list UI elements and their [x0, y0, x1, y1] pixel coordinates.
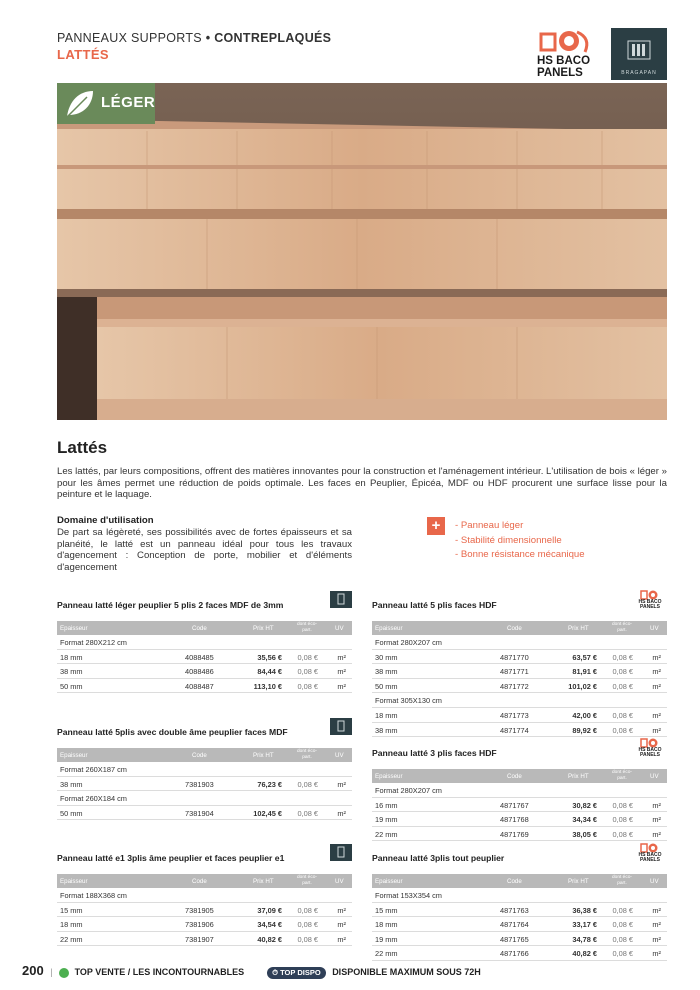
hs-baco-small-icon	[633, 842, 667, 864]
breadcrumb-category: PANNEAUX SUPPORTS	[57, 31, 202, 45]
lattes-board-illustration	[57, 83, 667, 420]
leaf-icon	[63, 87, 97, 121]
col-uv: UV	[650, 625, 659, 632]
col-prix: Prix HT	[568, 878, 589, 885]
lattes-photo	[57, 83, 667, 420]
cell-ecopart: 0,08 €	[612, 815, 633, 825]
table-row	[57, 679, 352, 694]
table-row	[372, 723, 667, 738]
cell-prix: 102,45 €	[253, 808, 282, 818]
table-title: Panneau latté léger peuplier 5 plis 2 faces MDF de 3mm	[57, 600, 284, 610]
format-row	[57, 635, 352, 650]
section-title: Lattés	[57, 438, 108, 457]
cell-uv: m²	[337, 905, 346, 915]
cell-epaisseur: 22 mm	[375, 949, 398, 959]
col-epaisseur: Epaisseur	[60, 625, 88, 632]
cell-uv: m²	[652, 829, 661, 839]
cell-prix: 33,17 €	[572, 920, 597, 930]
format-row	[372, 635, 667, 650]
col-ecopart: dont éco-part.	[296, 875, 317, 886]
cell-uv: m²	[652, 934, 661, 944]
page-title: LATTÉS	[57, 47, 109, 62]
light-badge-label: LÉGER	[101, 94, 156, 111]
table-row	[372, 932, 667, 947]
table-row	[372, 650, 667, 665]
col-uv: UV	[335, 752, 344, 759]
hs-baco-small-icon	[633, 589, 667, 611]
cell-code: 4871766	[500, 949, 529, 959]
col-uv: UV	[650, 878, 659, 885]
table-header	[372, 874, 667, 888]
cell-ecopart: 0,08 €	[612, 949, 633, 959]
cell-prix: 63,57 €	[572, 652, 597, 662]
bragapan-logo	[611, 28, 667, 80]
hs-logo-line2: PANELS	[537, 67, 583, 79]
cell-epaisseur: 18 mm	[60, 652, 83, 662]
cell-prix: 89,92 €	[572, 725, 597, 735]
format-row	[372, 783, 667, 798]
cell-uv: m²	[652, 905, 661, 915]
format-row	[372, 888, 667, 903]
table-latte-leger-mdf	[57, 597, 352, 693]
table-title: Panneau latté 3plis tout peuplier	[372, 853, 505, 863]
format-label: Format 188X368 cm	[60, 891, 127, 900]
table-row	[57, 917, 352, 932]
format-row	[57, 888, 352, 903]
cell-code: 4871768	[500, 815, 529, 825]
table-row	[57, 903, 352, 918]
col-epaisseur: Epaisseur	[60, 878, 88, 885]
cell-ecopart: 0,08 €	[297, 808, 318, 818]
cell-uv: m²	[337, 934, 346, 944]
cell-code: 4871772	[500, 681, 529, 691]
cell-epaisseur: 22 mm	[375, 829, 398, 839]
col-code: Code	[192, 752, 207, 759]
table-latte-e1-peuplier	[57, 850, 352, 946]
cell-code: 7381905	[185, 905, 214, 915]
format-label: Format 260X187 cm	[60, 765, 127, 774]
cell-ecopart: 0,08 €	[297, 905, 318, 915]
domain-text: De part sa légèreté, ses possibilités avec de fortes épaisseurs et sa planéité, le latté est un panneau idéal pour tous les travaux d'agencement : Conception de porte, mobilier et d'éléments d'agencement	[57, 527, 352, 573]
table-row	[372, 664, 667, 679]
footer	[22, 963, 481, 979]
hs-small-line2: PANELS	[640, 857, 660, 863]
light-badge	[57, 83, 155, 124]
col-ecopart: dont éco-part.	[611, 770, 632, 781]
cell-code: 7381904	[185, 808, 214, 818]
table-title: Panneau latté 3 plis faces HDF	[372, 748, 497, 758]
cell-code: 7381906	[185, 920, 214, 930]
cell-prix: 40,82 €	[257, 934, 282, 944]
table-latte-3plis-hdf	[372, 745, 667, 841]
col-code: Code	[192, 878, 207, 885]
cell-code: 4871773	[500, 710, 529, 720]
feature-item: - Stabilité dimensionnelle	[455, 534, 585, 549]
col-ecopart: dont éco-part.	[296, 622, 317, 633]
table-latte-tout-peuplier	[372, 850, 667, 961]
cell-uv: m²	[337, 920, 346, 930]
cell-epaisseur: 15 mm	[375, 905, 398, 915]
format-row	[372, 693, 667, 708]
cell-ecopart: 0,08 €	[612, 652, 633, 662]
format-label: Format 280X212 cm	[60, 638, 127, 647]
cell-epaisseur: 38 mm	[60, 667, 83, 677]
cell-ecopart: 0,08 €	[612, 920, 633, 930]
cell-epaisseur: 18 mm	[60, 920, 83, 930]
bragapan-small-icon	[330, 844, 352, 861]
price-table	[57, 748, 352, 820]
price-table	[372, 621, 667, 737]
col-ecopart: dont éco-part.	[296, 749, 317, 760]
cell-uv: m²	[652, 667, 661, 677]
hs-small-line1: HS BACO	[638, 599, 662, 605]
price-table	[372, 769, 667, 841]
cell-prix: 37,09 €	[257, 905, 282, 915]
breadcrumb-subcategory: CONTREPLAQUÉS	[214, 31, 332, 45]
col-uv: UV	[335, 878, 344, 885]
col-prix: Prix HT	[253, 752, 274, 759]
table-row	[57, 664, 352, 679]
cell-uv: m²	[337, 667, 346, 677]
cell-code: 4088485	[185, 652, 214, 662]
bragapan-mark-icon	[627, 40, 651, 60]
hs-baco-mark-icon	[539, 28, 593, 54]
hs-baco-logo	[535, 28, 597, 82]
cell-prix: 81,91 €	[572, 667, 597, 677]
hs-baco-small-icon	[633, 737, 667, 759]
table-row	[372, 946, 667, 961]
cell-epaisseur: 50 mm	[60, 808, 83, 818]
format-row	[57, 791, 352, 806]
features-list	[455, 519, 585, 563]
top-vente-label: TOP VENTE / LES INCONTOURNABLES	[74, 967, 245, 977]
cell-prix: 42,00 €	[572, 710, 597, 720]
cell-epaisseur: 38 mm	[375, 667, 398, 677]
table-row	[372, 812, 667, 827]
hs-small-line1: HS BACO	[638, 852, 662, 858]
format-label: Format 280X207 cm	[375, 638, 442, 647]
cell-code: 7381907	[185, 934, 214, 944]
table-row	[372, 917, 667, 932]
cell-prix: 30,82 €	[572, 800, 597, 810]
cell-epaisseur: 38 mm	[60, 779, 83, 789]
cell-ecopart: 0,08 €	[612, 829, 633, 839]
cell-prix: 113,10 €	[253, 681, 282, 691]
col-prix: Prix HT	[253, 878, 274, 885]
bragapan-text: BRAGAPAN	[621, 70, 657, 76]
format-label: Format 153X354 cm	[375, 891, 442, 900]
cell-ecopart: 0,08 €	[297, 652, 318, 662]
table-row	[372, 679, 667, 694]
cell-code: 4871763	[500, 905, 529, 915]
hs-small-line1: HS BACO	[638, 747, 662, 753]
cell-ecopart: 0,08 €	[612, 710, 633, 720]
cell-ecopart: 0,08 €	[612, 934, 633, 944]
dispo-label: DISPONIBLE MAXIMUM SOUS 72H	[332, 967, 481, 977]
breadcrumb-separator: •	[205, 31, 211, 45]
cell-epaisseur: 18 mm	[375, 920, 398, 930]
col-ecopart: dont éco-part.	[611, 622, 632, 633]
cell-prix: 35,56 €	[257, 652, 282, 662]
col-epaisseur: Epaisseur	[375, 878, 403, 885]
cell-code: 4871765	[500, 934, 529, 944]
table-latte-double-ame	[57, 724, 352, 820]
cell-code: 4871774	[500, 725, 529, 735]
cell-code: 4871770	[500, 652, 529, 662]
format-label: Format 260X184 cm	[60, 794, 127, 804]
cell-prix: 40,82 €	[572, 949, 597, 959]
breadcrumb	[57, 31, 331, 45]
top-vente-dot-icon	[59, 968, 69, 978]
cell-uv: m²	[337, 652, 346, 662]
cell-uv: m²	[652, 949, 661, 959]
table-title: Panneau latté 5 plis faces HDF	[372, 600, 497, 610]
cell-code: 4871771	[500, 667, 529, 677]
hs-logo-line1: HS BACO	[537, 55, 591, 67]
cell-prix: 101,02 €	[568, 681, 597, 691]
price-table	[57, 874, 352, 946]
top-dispo-label: TOP DISPO	[280, 967, 321, 977]
table-row	[57, 806, 352, 821]
price-table	[57, 621, 352, 693]
table-header	[372, 769, 667, 783]
cell-ecopart: 0,08 €	[297, 681, 318, 691]
cell-epaisseur: 19 mm	[375, 934, 398, 944]
cell-epaisseur: 38 mm	[375, 725, 398, 735]
cell-uv: m²	[652, 681, 661, 691]
cell-prix: 36,38 €	[572, 905, 597, 915]
page-number: 200	[22, 963, 44, 978]
cell-code: 4088487	[185, 681, 214, 691]
col-code: Code	[507, 625, 522, 632]
feature-item: - Bonne résistance mécanique	[455, 548, 585, 563]
cell-uv: m²	[337, 681, 346, 691]
cell-prix: 34,54 €	[257, 920, 282, 930]
col-prix: Prix HT	[253, 625, 274, 632]
cell-uv: m²	[337, 779, 346, 789]
cell-epaisseur: 18 mm	[375, 710, 398, 720]
table-row	[372, 798, 667, 813]
cell-uv: m²	[652, 920, 661, 930]
cell-uv: m²	[652, 725, 661, 735]
cell-uv: m²	[652, 652, 661, 662]
cell-prix: 34,34 €	[572, 815, 597, 825]
cell-code: 4871769	[500, 829, 529, 839]
cell-epaisseur: 22 mm	[60, 934, 83, 944]
table-header	[57, 748, 352, 762]
table-row	[57, 777, 352, 792]
col-code: Code	[507, 878, 522, 885]
table-header	[57, 874, 352, 888]
table-latte-5plis-hdf	[372, 597, 667, 737]
cell-uv: m²	[652, 800, 661, 810]
table-title: Panneau latté e1 3plis âme peuplier et faces peuplier e1	[57, 853, 285, 863]
col-epaisseur: Epaisseur	[375, 625, 403, 632]
table-row	[372, 708, 667, 723]
cell-prix: 76,23 €	[257, 779, 282, 789]
hs-small-line2: PANELS	[640, 604, 660, 610]
domain-title: Domaine d'utilisation	[57, 515, 154, 526]
cell-code: 7381903	[185, 779, 214, 789]
cell-ecopart: 0,08 €	[612, 905, 633, 915]
cell-epaisseur: 30 mm	[375, 652, 398, 662]
table-title: Panneau latté 5plis avec double âme peuplier faces MDF	[57, 727, 288, 737]
cell-uv: m²	[652, 815, 661, 825]
cell-epaisseur: 16 mm	[375, 800, 398, 810]
table-header	[372, 621, 667, 635]
cell-ecopart: 0,08 €	[297, 779, 318, 789]
col-prix: Prix HT	[568, 773, 589, 780]
cell-prix: 38,05 €	[572, 829, 597, 839]
cell-epaisseur: 15 mm	[60, 905, 83, 915]
table-row	[57, 650, 352, 665]
cell-ecopart: 0,08 €	[297, 934, 318, 944]
cell-code: 4871764	[500, 920, 529, 930]
bragapan-small-icon	[330, 718, 352, 735]
col-uv: UV	[650, 773, 659, 780]
price-table	[372, 874, 667, 961]
cell-ecopart: 0,08 €	[612, 725, 633, 735]
cell-uv: m²	[652, 710, 661, 720]
col-epaisseur: Epaisseur	[60, 752, 88, 759]
format-row	[57, 762, 352, 777]
col-prix: Prix HT	[568, 625, 589, 632]
col-ecopart: dont éco-part.	[611, 875, 632, 886]
cell-prix: 34,78 €	[572, 934, 597, 944]
col-uv: UV	[335, 625, 344, 632]
cell-epaisseur: 19 mm	[375, 815, 398, 825]
cell-code: 4088486	[185, 667, 214, 677]
feature-item: - Panneau léger	[455, 519, 585, 534]
table-row	[372, 827, 667, 842]
hs-small-line2: PANELS	[640, 752, 660, 758]
table-header	[57, 621, 352, 635]
cell-uv: m²	[337, 808, 346, 818]
format-label: Format 280X207 cm	[375, 786, 442, 795]
intro-text: Les lattés, par leurs compositions, offrent des matières innovantes pour la construction et l'aménagement intérieur. L'utilisation de bois « léger » pour les âmes permet une réduction de poids optimale. Les faces en Peuplier, Épicéa, MDF ou HDF procurent une surface lisse pour la peinture et le laquage.	[57, 466, 667, 500]
col-code: Code	[192, 625, 207, 632]
table-row	[372, 903, 667, 918]
cell-code: 4871767	[500, 800, 529, 810]
cell-ecopart: 0,08 €	[297, 920, 318, 930]
col-epaisseur: Epaisseur	[375, 773, 403, 780]
col-code: Code	[507, 773, 522, 780]
cell-ecopart: 0,08 €	[612, 800, 633, 810]
bragapan-small-icon	[330, 591, 352, 608]
top-dispo-badge: ⏱ TOP DISPO	[267, 967, 326, 979]
cell-ecopart: 0,08 €	[612, 667, 633, 677]
cell-epaisseur: 50 mm	[60, 681, 83, 691]
plus-icon: +	[427, 517, 445, 535]
table-row	[57, 932, 352, 947]
footer-separator: |	[50, 967, 53, 977]
format-label: Format 305X130 cm	[375, 696, 442, 706]
cell-epaisseur: 50 mm	[375, 681, 398, 691]
cell-ecopart: 0,08 €	[612, 681, 633, 691]
cell-prix: 84,44 €	[257, 667, 282, 677]
cell-ecopart: 0,08 €	[297, 667, 318, 677]
